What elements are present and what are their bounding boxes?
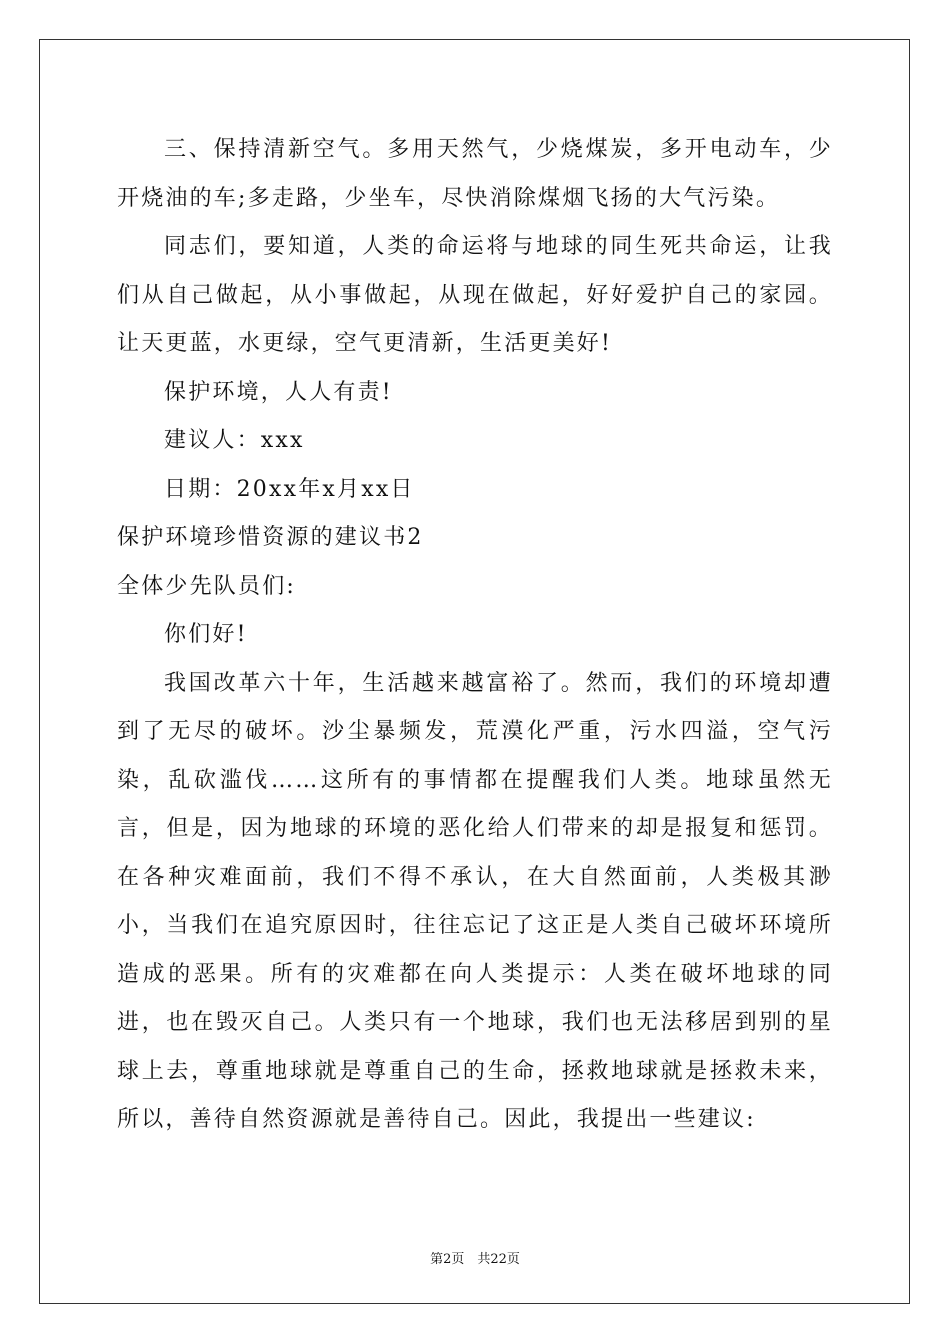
paragraph-date: 日期：20xx年x月xx日 <box>164 476 415 502</box>
page-footer: 第2页 共22页 <box>430 1252 520 1267</box>
salutation: 全体少先队员们: <box>117 573 297 599</box>
document-body <box>117 126 833 1145</box>
paragraph-clean-air: 三、保持清新空气。多用天然气，少烧煤炭，多开电动车，少开烧油的车;多走路，少坐车，尽快消除煤烟飞扬的大气污染。 <box>117 137 833 211</box>
paragraph-slogan: 保护环境，人人有责! <box>164 379 393 405</box>
paragraph-body: 我国改革六十年，生活越来越富裕了。然而，我们的环境却遭到了无尽的破坏。沙尘暴频发，荒漠化严重，污水四溢，空气污染，乱砍滥伐……这所有的事情都在提醒我们人类。地球虽然无言，但是，因为地球的环境的恶化给人们带来的却是报复和惩罚。在各种灾难面前，我们不得不承认，在大自然面前，人类极其渺小，当我们在追究原因时，往往忘记了这正是人类自己破坏环境所造成的恶果。所有的灾难都在向人类提示：人类在破坏地球的同进，也在毁灭自己。人类只有一个地球，我们也无法移居到别的星球上去，尊重地球就是尊重自己的生命，拯救地球就是拯救未来，所以，善待自然资源就是善待自己。因此，我提出一些建议: <box>117 670 833 1132</box>
greeting: 你们好! <box>164 622 248 647</box>
paragraph-comrades: 同志们，要知道，人类的命运将与地球的同生死共命运，让我们从自己做起，从小事做起，从现在做起，好好爱护自己的家园。让天更蓝，水更绿，空气更清新，生活更美好! <box>117 234 833 356</box>
paragraph-proposer: 建议人：xxx <box>164 428 305 453</box>
section-title: 保护环境珍惜资源的建议书2 <box>117 525 424 550</box>
